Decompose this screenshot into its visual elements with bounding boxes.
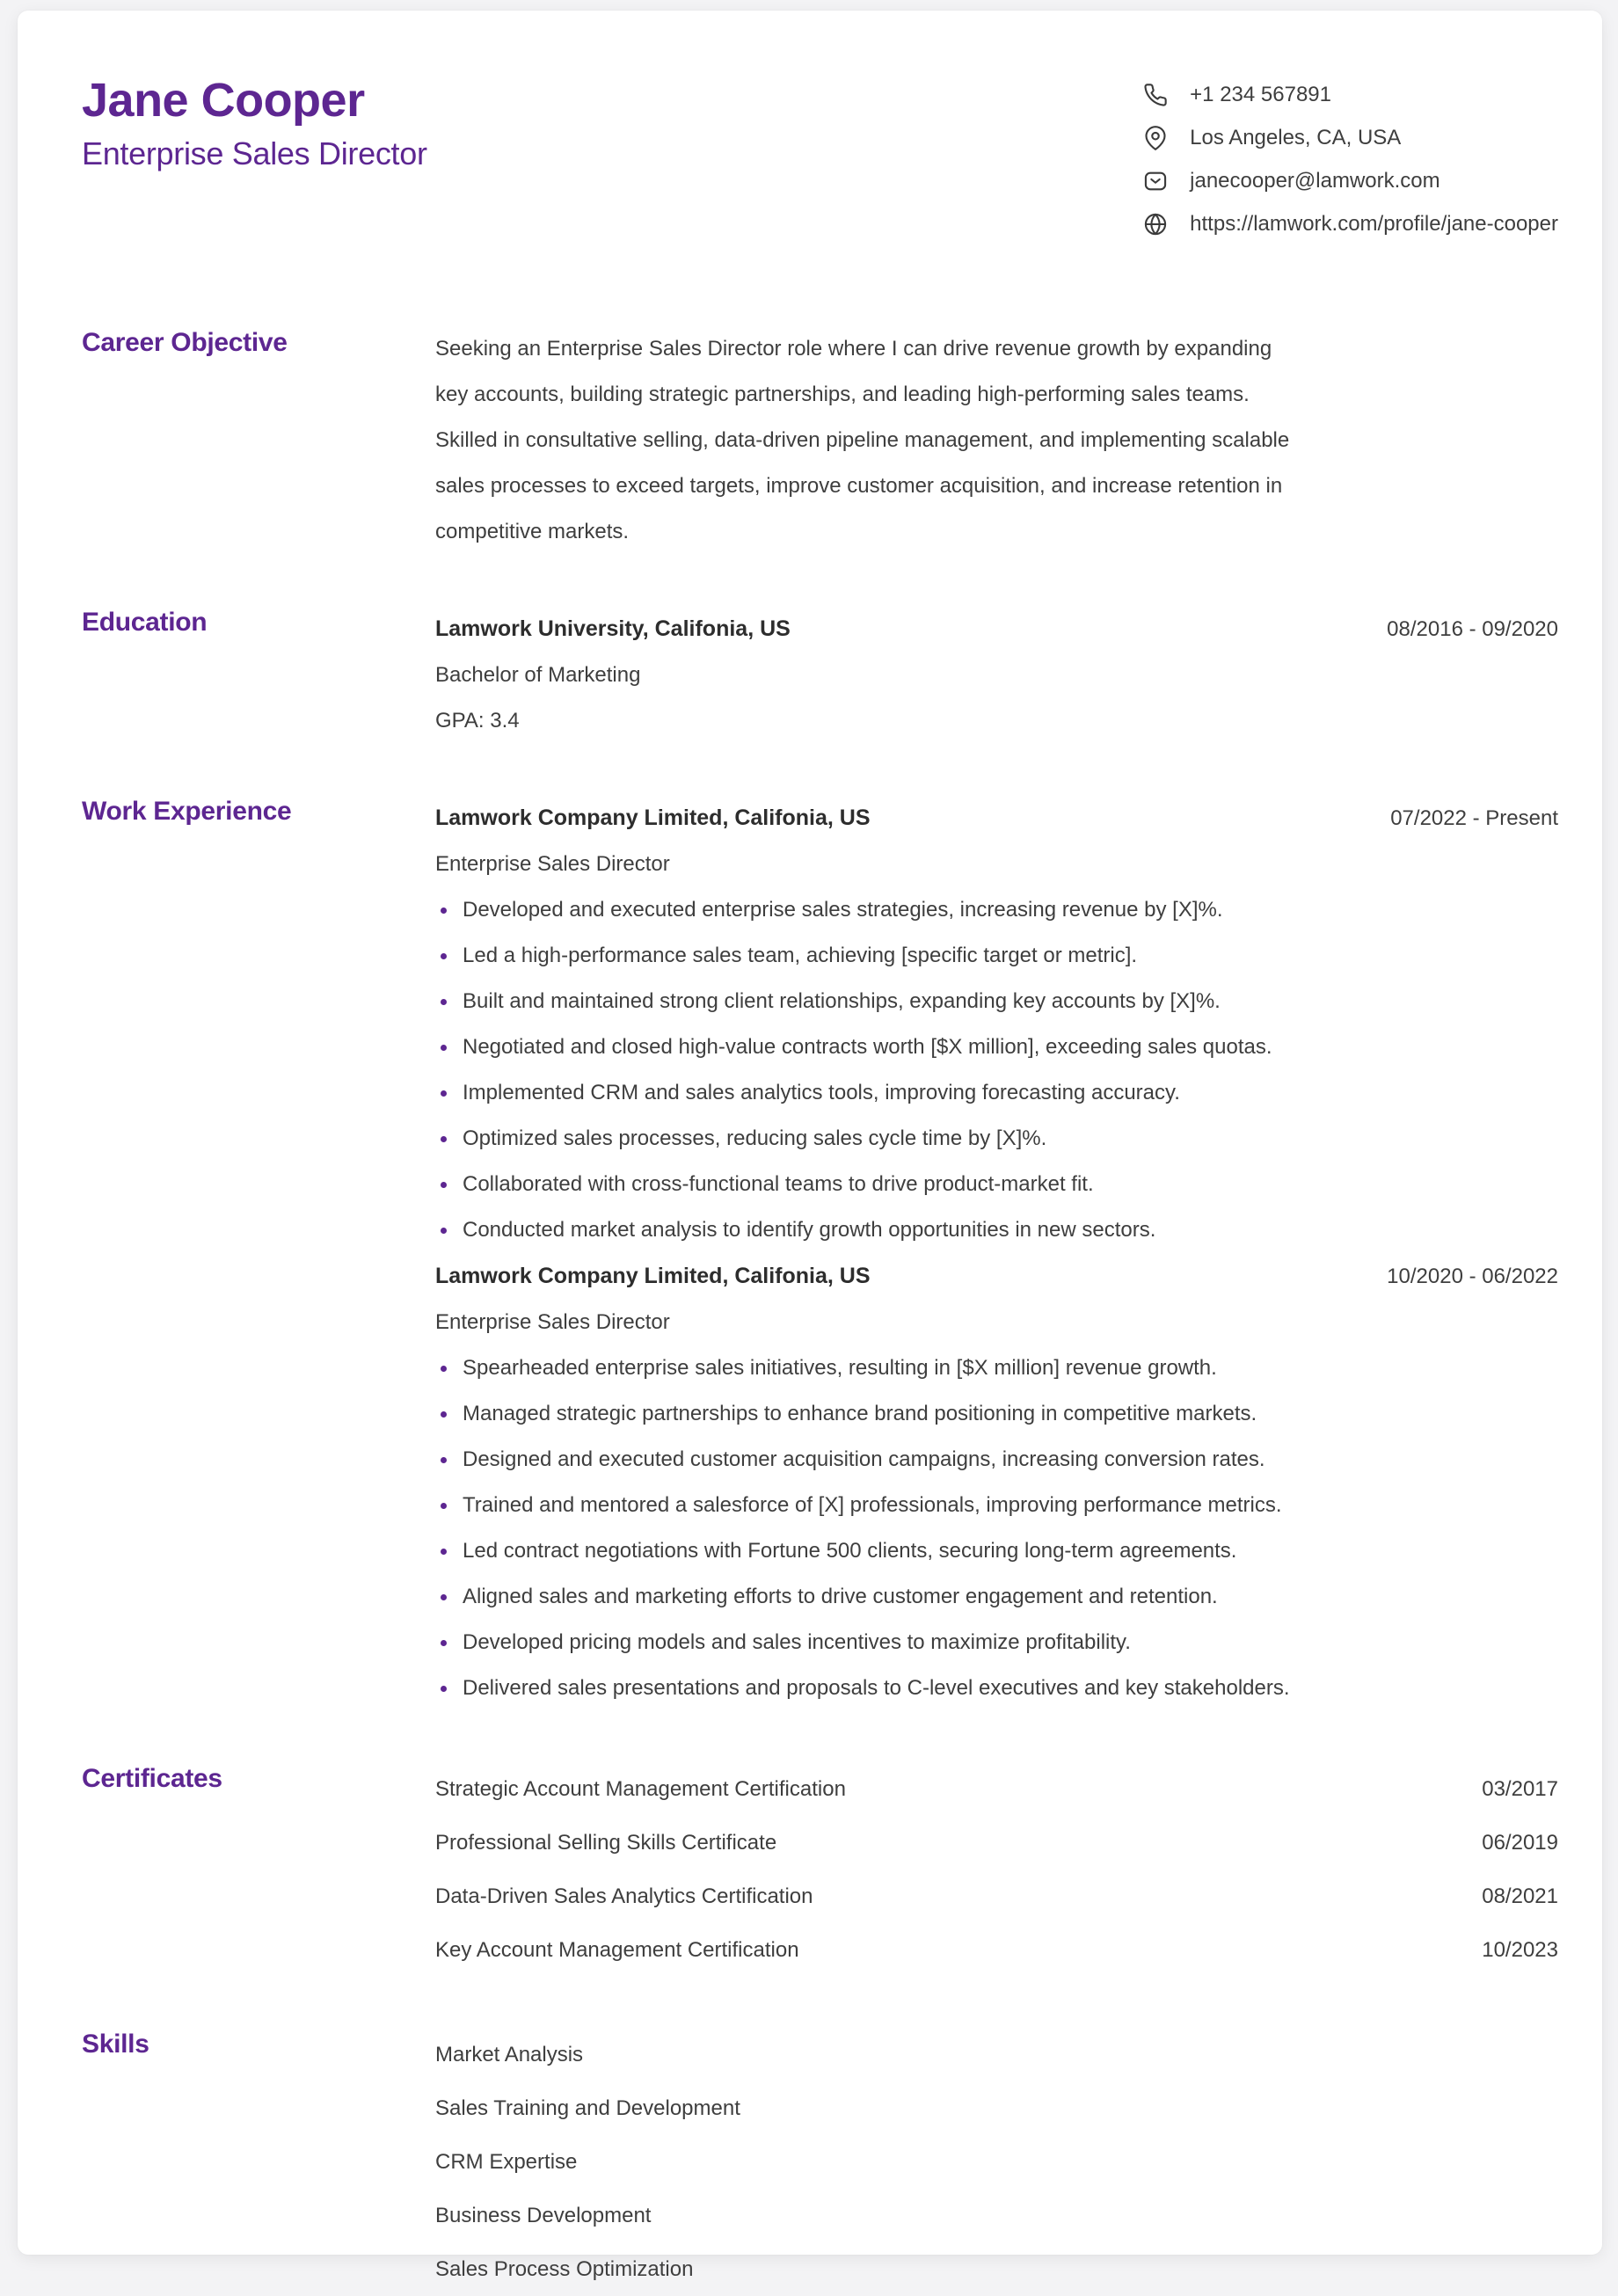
career-objective-text: Seeking an Enterprise Sales Director role where I can drive revenue growth by expanding key accounts, building strategic partnerships, and leading high-performing sales teams. Skilled in consultative selling, data-driven pipeline management, and implementing scalable sales processes to exceed targets, improve customer acquisition, and increase retention in competitive markets. [435,337,1290,543]
education-dates: 08/2016 - 09/2020 [1387,617,1558,641]
identity-block [82,75,427,172]
education-entry [435,606,1558,744]
certificate-date: 08/2021 [1482,1884,1558,1908]
certificate-row [435,1923,1558,1977]
candidate-job-title: Enterprise Sales Director [82,135,427,172]
section-certificates [82,1762,1558,1977]
certificate-name: Key Account Management Certification [435,1938,799,1962]
job-bullet: Collaborated with cross-functional teams to drive product-market fit. [435,1162,1558,1207]
skill-item: Business Development [435,2204,652,2227]
skill-item: Sales Training and Development [435,2096,740,2120]
job-bullet: Implemented CRM and sales analytics tools, improving forecasting accuracy. [435,1070,1558,1116]
job-bullet: Designed and executed customer acquisition campaigns, increasing conversion rates. [435,1437,1558,1483]
job-bullet: Developed pricing models and sales incentives to maximize profitability. [435,1620,1558,1666]
phone-icon [1143,82,1170,108]
location-text: Los Angeles, CA, USA [1190,125,1402,149]
section-career-objective [82,326,1558,555]
certificate-date: 06/2019 [1482,1831,1558,1855]
email-icon [1143,168,1170,194]
education-heading: Education [82,608,208,637]
section-skills [82,2028,1558,2296]
job-bullet: Negotiated and closed high-value contracts worth [$X million], exceeding sales quotas. [435,1024,1558,1070]
job-bullet: Developed and executed enterprise sales strategies, increasing revenue by [X]%. [435,887,1558,933]
email-address[interactable]: janecooper@lamwork.com [1190,168,1440,193]
job-bullet: Conducted market analysis to identify growth opportunities in new sectors. [435,1207,1558,1253]
profile-url[interactable]: https://lamwork.com/profile/jane-cooper [1190,211,1558,236]
job-bullet: Aligned sales and marketing efforts to drive customer engagement and retention. [435,1574,1558,1620]
job-role: Enterprise Sales Director [435,852,670,876]
certificate-row [435,1870,1558,1923]
globe-icon [1143,211,1170,237]
skill-item: Market Analysis [435,2043,584,2066]
contact-location [1143,116,1558,159]
job-company: Lamwork Company Limited, Califonia, US [435,1264,871,1288]
certificate-date: 03/2017 [1482,1777,1558,1801]
work-experience-heading: Work Experience [82,797,292,826]
phone-number: +1 234 567891 [1190,82,1331,106]
education-institution: Lamwork University, Califonia, US [435,616,791,641]
job-entry [435,1253,1558,1711]
education-degree: Bachelor of Marketing [435,663,641,687]
skills-heading: Skills [82,2030,149,2059]
certificate-name: Strategic Account Management Certification [435,1777,846,1801]
resume-header [82,75,1558,245]
section-education [82,606,1558,744]
skill-item: CRM Expertise [435,2150,578,2174]
job-bullet: Led a high-performance sales team, achieving [specific target or metric]. [435,933,1558,979]
contact-phone [1143,73,1558,116]
section-work-experience [82,795,1558,1711]
education-gpa: GPA: 3.4 [435,709,520,733]
contact-website[interactable] [1143,202,1558,245]
job-dates: 07/2022 - Present [1390,806,1558,830]
job-bullet: Managed strategic partnerships to enhance brand positioning in competitive markets. [435,1391,1558,1437]
job-bullet-list [435,1345,1558,1711]
job-bullet: Delivered sales presentations and proposals to C-level executives and key stakeholders. [435,1666,1558,1711]
certificate-name: Professional Selling Skills Certificate [435,1831,777,1855]
job-dates: 10/2020 - 06/2022 [1387,1265,1558,1288]
certificate-row [435,1762,1558,1816]
contact-email[interactable] [1143,159,1558,202]
resume-page [18,11,1602,2281]
job-bullet: Optimized sales processes, reducing sales cycle time by [X]%. [435,1116,1558,1162]
skill-list [435,2028,1558,2296]
job-bullet: Trained and mentored a salesforce of [X] professionals, improving performance metrics. [435,1483,1558,1528]
certificate-row [435,1816,1558,1870]
certificate-date: 10/2023 [1482,1938,1558,1962]
contact-block [1143,73,1558,245]
candidate-name: Jane Cooper [82,74,365,127]
certificate-list [435,1762,1558,1977]
job-bullet-list [435,887,1558,1253]
job-bullet: Built and maintained strong client relationships, expanding key accounts by [X]%. [435,979,1558,1024]
job-bullet: Led contract negotiations with Fortune 500 clients, securing long-term agreements. [435,1528,1558,1574]
location-icon [1143,125,1170,151]
skill-item: Sales Process Optimization [435,2257,694,2281]
job-entry [435,795,1558,1253]
job-role: Enterprise Sales Director [435,1310,670,1334]
career-objective-heading: Career Objective [82,328,288,357]
certificate-name: Data-Driven Sales Analytics Certification [435,1884,813,1908]
job-bullet: Spearheaded enterprise sales initiatives, resulting in [$X million] revenue growth. [435,1345,1558,1391]
job-company: Lamwork Company Limited, Califonia, US [435,805,871,830]
certificates-heading: Certificates [82,1764,222,1793]
